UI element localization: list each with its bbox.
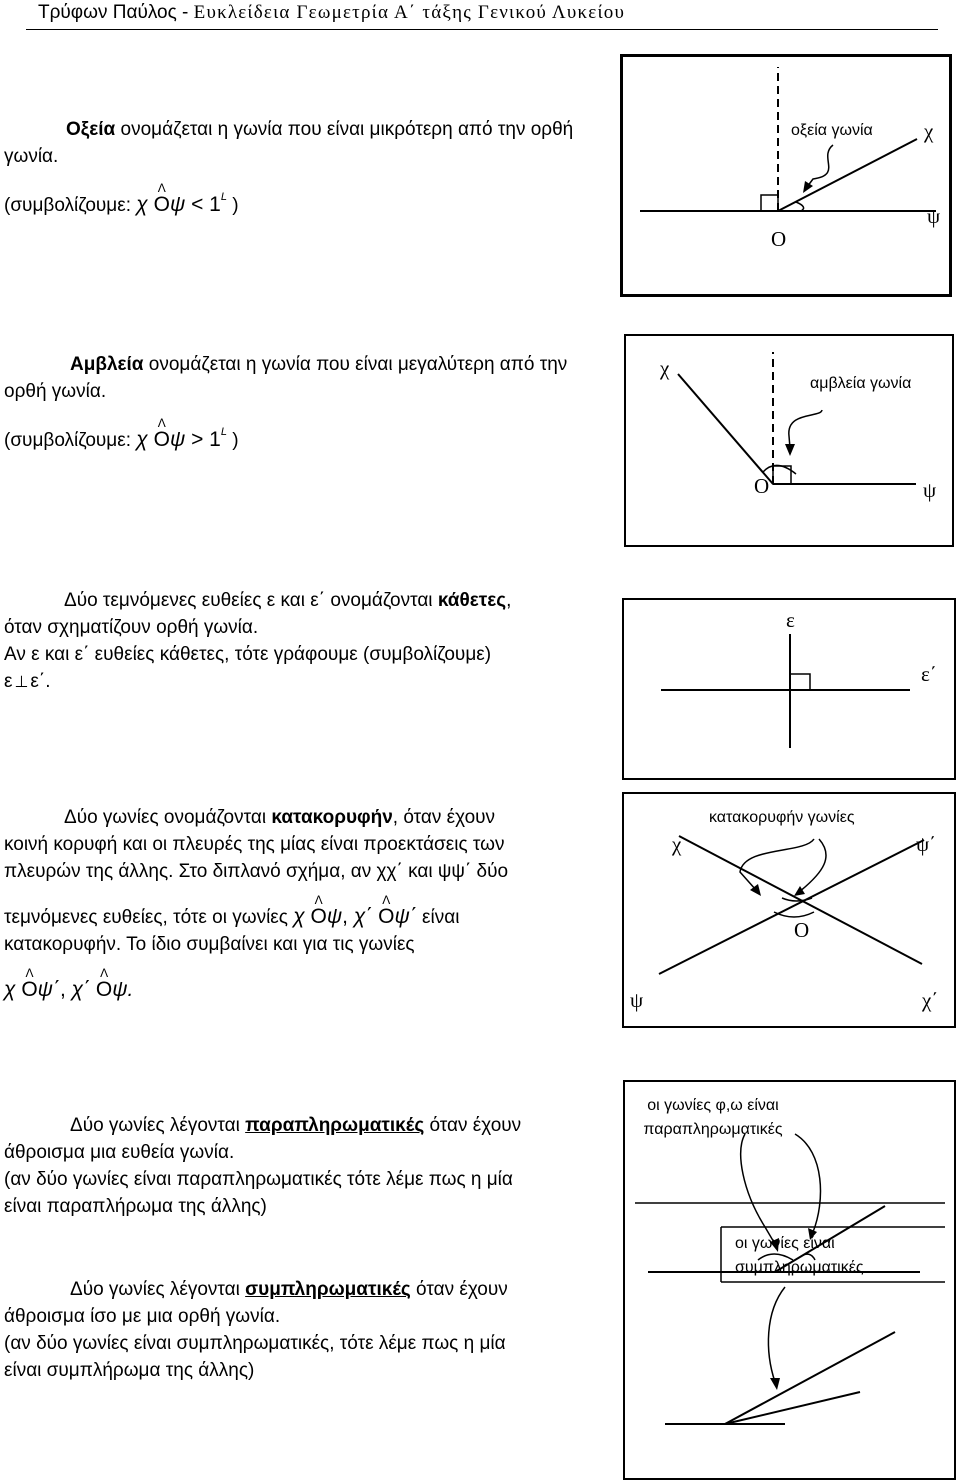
acute-figure-svg <box>623 57 949 294</box>
comp-line1-a: Δύο γωνίες λέγονται <box>70 1279 246 1300</box>
acute-label-psi: ψ <box>927 204 941 228</box>
supp-line1-a: Δύο γωνίες λέγονται <box>70 1115 246 1136</box>
obtuse-sym-chi: χ <box>136 428 148 451</box>
obtuse-figure-svg <box>626 336 952 545</box>
perp-line1-a: Δύο τεμνόμενες ευθείες ε και ε΄ ονομάζονται <box>64 590 438 611</box>
perp-line1-b: , <box>506 590 512 611</box>
comp-line2: άθροισμα ίσο με μια ορθή γωνία. <box>4 1306 281 1327</box>
supp-callout-line2: παραπληρωματικές <box>643 1121 783 1138</box>
vertical-label-chi: χ <box>672 832 682 856</box>
vertical-label-o: Ο <box>794 918 810 942</box>
vert-line1-a: Δύο γωνίες ονομάζονται <box>64 807 272 828</box>
supp-line4: είναι παραπλήρωμα της άλλης) <box>4 1196 267 1217</box>
vert-s2-psi: ψ΄ <box>394 905 417 928</box>
obtuse-label-o: Ο <box>754 474 770 498</box>
vert-line3: πλευρών της άλλης. Στο διπλανό σχήμα, αν χχ΄ και ψψ΄ δύο <box>4 861 509 882</box>
comp-arrowhead <box>770 1378 780 1390</box>
acute-sym-l: L <box>220 191 227 203</box>
vert-line4-b: είναι <box>416 907 460 928</box>
perp-label-e-prime: ε΄ <box>921 662 937 686</box>
perpendicular-figure <box>622 598 956 780</box>
supp-callout-line1: οι γωνίες φ,ω είναι <box>647 1097 779 1114</box>
acute-sym-psi: ψ <box>169 193 186 216</box>
acute-figure <box>620 54 952 297</box>
obtuse-figure <box>624 334 954 547</box>
header-rule <box>26 29 938 30</box>
vertical-label-chi-prime: χ΄ <box>922 988 939 1012</box>
vert-s2-chi: χ΄ <box>353 905 373 928</box>
obtuse-callout-arrow <box>789 410 822 448</box>
acute-sym-o: Λ Ο <box>154 191 170 218</box>
acute-symbol <box>136 193 227 216</box>
comp-term: συμπληρωματικές <box>245 1279 411 1300</box>
vert-term: κατακορυφήν <box>271 807 393 828</box>
comp-line4: είναι συμπλήρωμα της άλλης) <box>4 1360 255 1381</box>
acute-arrowhead <box>803 181 813 193</box>
obtuse-symbol <box>136 428 227 451</box>
obtuse-term: Αμβλεία <box>70 354 144 375</box>
obtuse-label-chi: χ <box>660 356 670 380</box>
header-author: Τρύφων Παύλος - <box>38 2 194 23</box>
obtuse-label-psi: ψ <box>923 478 937 502</box>
comp-callout <box>735 1232 864 1280</box>
vert-line1-b: , όταν έχουν <box>392 807 496 828</box>
vertical-callout: κατακορυφήν γωνίες <box>709 809 855 826</box>
vert-s3-o: Λ Ο <box>21 976 37 1003</box>
perp-symbol: ⊥ <box>14 672 29 691</box>
obtuse-callout: αμβλεία γωνία <box>810 375 912 392</box>
vert-line4-a: τεμνόμενες ευθείες, τότε οι γωνίες <box>4 907 294 928</box>
complementary-definition <box>4 1276 614 1384</box>
acute-text: ονομάζεται η γωνία που είναι μικρότερη από την ορθή γωνία. <box>4 119 574 167</box>
comp-ray-2 <box>725 1392 860 1424</box>
obtuse-text: ονομάζεται η γωνία που είναι μεγαλύτερη από την ορθή γωνία. <box>4 354 568 402</box>
vert-s2-o: Λ Ο <box>378 903 394 930</box>
obtuse-definition <box>4 351 604 454</box>
vertical-angles-figure <box>622 792 956 1028</box>
vert-s1-psi: ψ <box>326 905 343 928</box>
perp-label-e: ε <box>786 608 795 632</box>
obtuse-ray-chi <box>678 374 773 484</box>
obtuse-sym-l: L <box>220 426 227 438</box>
vert-s4-psi: ψ. <box>112 978 134 1001</box>
supp-callout-arrow-2 <box>795 1134 820 1232</box>
comp-callout-line1: οι γωνίες είναι <box>735 1235 835 1252</box>
perp-line4-a: ε <box>4 671 13 692</box>
acute-sym-close: ) <box>226 195 239 216</box>
vert-s4-o: Λ Ο <box>96 976 112 1003</box>
supp-callout <box>625 1094 801 1142</box>
vert-s3-sep: , <box>59 978 72 1001</box>
supplementary-complementary-figure <box>623 1080 956 1480</box>
vert-s1-sep: , <box>342 905 354 928</box>
acute-definition <box>4 116 604 219</box>
vertical-label-psi: ψ <box>630 988 644 1012</box>
comp-ray-1 <box>725 1332 895 1424</box>
acute-label-o: Ο <box>771 227 787 251</box>
comp-callout-line2: συμπληρωματικές <box>735 1259 864 1276</box>
supp-line3: (αν δύο γωνίες είναι παραπληρωματικές τότε λέμε πως η μία <box>4 1169 513 1190</box>
supp-line2: άθροισμα μια ευθεία γωνία. <box>4 1142 235 1163</box>
perp-line4-b: ε΄. <box>30 671 51 692</box>
spacer-7 <box>722 1222 947 1223</box>
vert-s1-chi: χ <box>293 905 305 928</box>
supplementary-definition <box>4 1112 614 1220</box>
obtuse-sym-rel: > 1 <box>185 428 221 451</box>
acute-sym-chi: χ <box>136 193 148 216</box>
header-subtitle: Ευκλείδεια Γεωμετρία Α΄ τάξης Γενικού Λυκείου <box>193 2 626 23</box>
page-header <box>38 2 625 24</box>
acute-angle-arc <box>796 202 804 211</box>
vert-symbol-2 <box>4 978 133 1001</box>
vertical-callout-arrow-1 <box>740 839 814 890</box>
vert-line2: κοινή κορυφή και οι πλευρές της μίας είναι προεκτάσεις των <box>4 834 505 855</box>
vertical-angles-figure-svg <box>624 794 954 1026</box>
acute-label-chi: χ <box>924 119 934 143</box>
obtuse-sym-prefix: (συμβολίζουμε: <box>4 430 137 451</box>
vert-s4-chi: χ΄ <box>71 978 91 1001</box>
vert-s1-o: Λ Ο <box>311 903 327 930</box>
acute-ray-chi <box>778 139 917 211</box>
comp-line1-b: όταν έχουν <box>410 1279 508 1300</box>
vert-line5: κατακορυφήν. Το ίδιο συμβαίνει και για τις γωνίες <box>4 934 415 955</box>
vertical-angles-definition <box>4 804 614 1004</box>
vert-s3-psi: ψ΄ <box>37 978 60 1001</box>
comp-line3: (αν δύο γωνίες είναι συμπληρωματικές, τότε λέμε πως η μία <box>4 1333 506 1354</box>
obtuse-sym-o: Λ Ο <box>154 426 170 453</box>
vertical-callout-arrow-2 <box>799 839 826 892</box>
obtuse-sym-psi: ψ <box>169 428 186 451</box>
acute-sym-prefix: (συμβολίζουμε: <box>4 195 137 216</box>
comp-callout-arrow <box>768 1287 785 1382</box>
perpendicular-definition <box>4 587 614 695</box>
obtuse-sym-close: ) <box>226 430 239 451</box>
supp-term: παραπληρωματικές <box>245 1115 425 1136</box>
line-psi-psi-prime <box>659 840 924 974</box>
acute-callout: οξεία γωνία <box>791 122 873 139</box>
vertical-label-psi-prime: ψ΄ <box>916 832 937 856</box>
acute-sym-rel: < 1 <box>185 193 221 216</box>
vert-s3-chi: χ <box>4 978 16 1001</box>
acute-right-angle-mark <box>761 195 778 211</box>
vert-symbol-1 <box>293 905 417 928</box>
acute-term: Οξεία <box>66 119 116 140</box>
acute-callout-arrow <box>807 145 833 187</box>
perp-term: κάθετες <box>437 590 507 611</box>
obtuse-arrowhead <box>785 444 795 456</box>
perp-right-angle-mark <box>790 674 810 690</box>
supp-line1-b: όταν έχουν <box>424 1115 522 1136</box>
perp-line3: Αν ε και ε΄ ευθείες κάθετες, τότε γράφουμε (συμβολίζουμε) <box>4 644 492 665</box>
perp-line2: όταν σχηματίζουν ορθή γωνία. <box>4 617 259 638</box>
